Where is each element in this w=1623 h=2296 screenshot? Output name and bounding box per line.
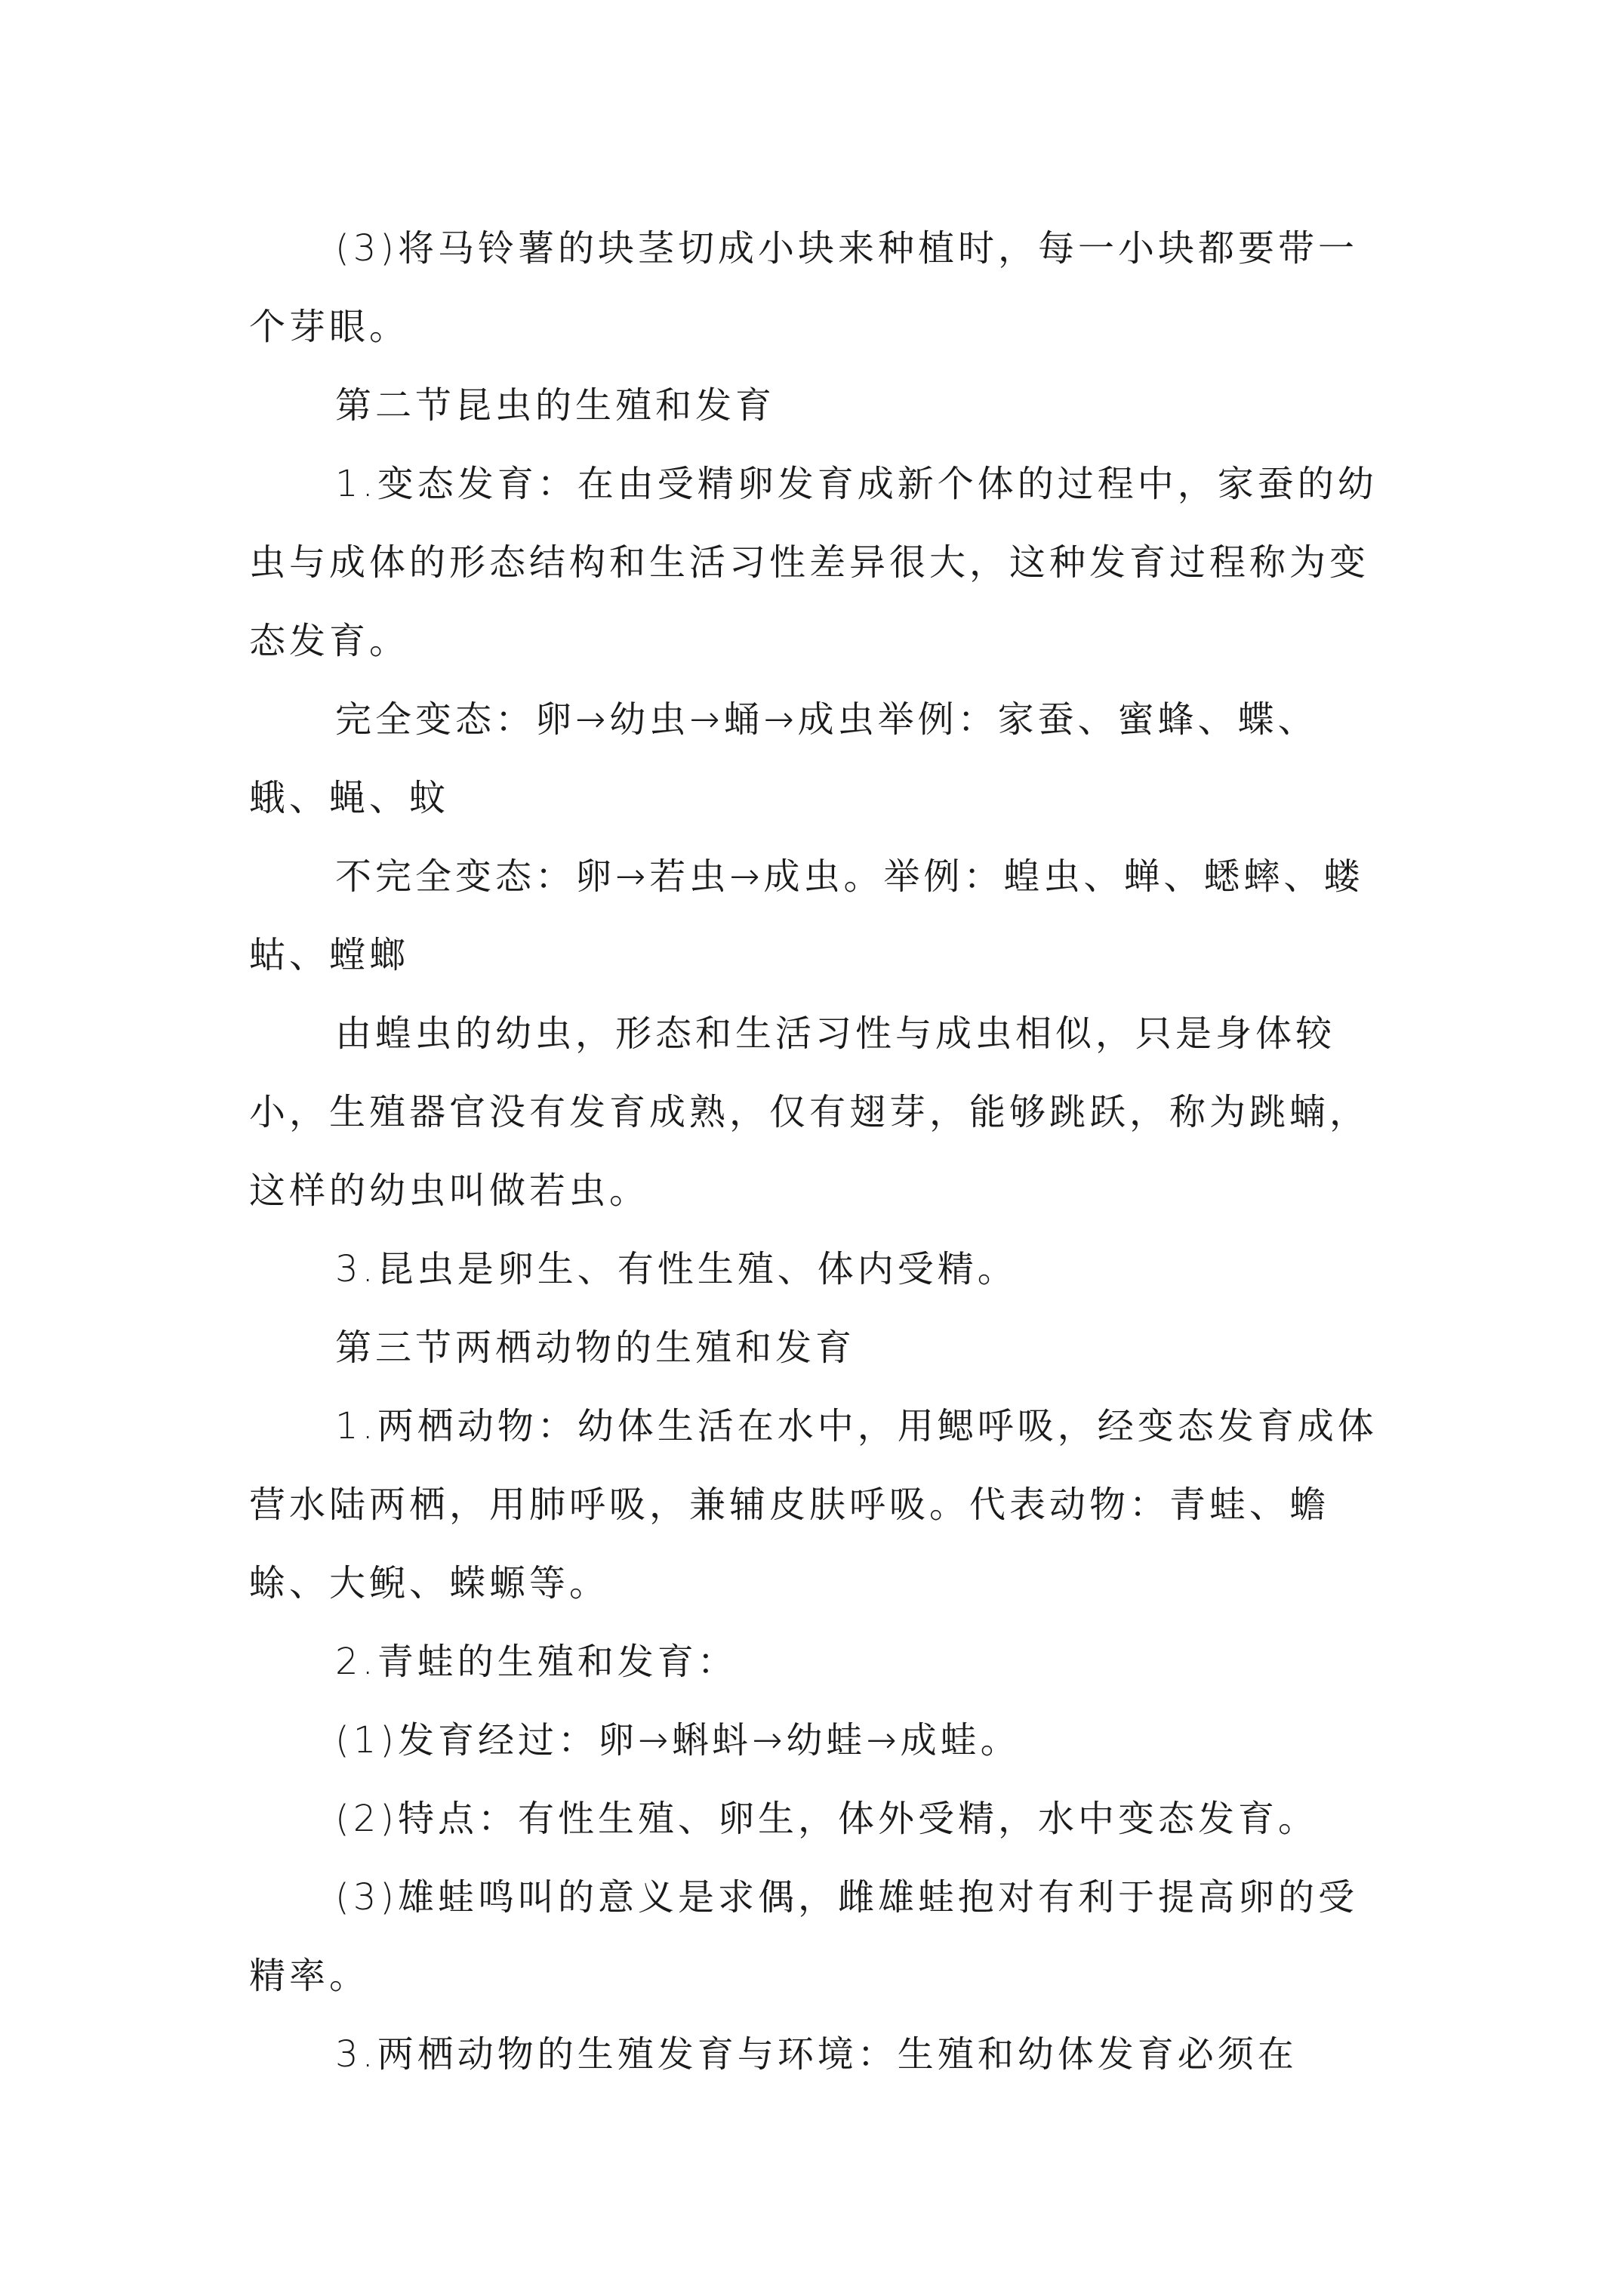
paragraph-frog-features: (2)特点：有性生殖、卵生，体外受精，水中变态发育。 [335, 1798, 1318, 1840]
paragraph-potato-eyes: (3)将马铃薯的块茎切成小块来种植时，每一小块都要带一个芽眼。 [249, 227, 1358, 348]
paragraph-amphibians-definition: 1.两栖动物：幼体生活在水中，用鳃呼吸，经变态发育成体营水陆两栖，用肺呼吸，兼辅皮肤呼吸。代表动物：青蛙、蟾蜍、大鲵、蝾螈等。 [249, 1405, 1378, 1604]
paragraph-frog-development: (1)发育经过：卵→蝌蚪→幼蛙→成蛙。 [335, 1719, 1021, 1761]
paragraph-incomplete-metamorphosis: 不完全变态：卵→若虫→成虫。举例：蝗虫、蝉、蟋蟀、蝼蛄、螳螂 [249, 855, 1364, 976]
paragraph-metamorphosis: 1.变态发育：在由受精卵发育成新个体的过程中，家蚕的幼虫与成体的形态结构和生活习性差异很大，这种发育过程称为变态发育。 [249, 463, 1378, 662]
section-heading-insects: 第二节昆虫的生殖和发育 [335, 384, 776, 427]
paragraph-locust-nymph: 由蝗虫的幼虫，形态和生活习性与成虫相似，只是身体较小，生殖器官没有发育成熟，仅有翅芽，能够跳跃，称为跳蝻，这样的幼虫叫做若虫。 [249, 1012, 1370, 1212]
document-body [249, 209, 1381, 2094]
paragraph-frog-calling: (3)雄蛙鸣叫的意义是求偶，雌雄蛙抱对有利于提高卵的受精率。 [249, 1876, 1358, 1997]
paragraph-amphibian-environment: 3.两栖动物的生殖发育与环境：生殖和幼体发育必须在 [335, 2033, 1298, 2076]
paragraph-frog-heading: 2.青蛙的生殖和发育： [335, 1641, 738, 1683]
paragraph-insect-reproduction: 3.昆虫是卵生、有性生殖、体内受精。 [335, 1248, 1018, 1290]
paragraph-complete-metamorphosis: 完全变态：卵→幼虫→蛹→成虫举例：家蚕、蜜蜂、蝶、蛾、蝇、蚊 [249, 698, 1318, 819]
section-heading-amphibians: 第三节两栖动物的生殖和发育 [335, 1327, 856, 1369]
